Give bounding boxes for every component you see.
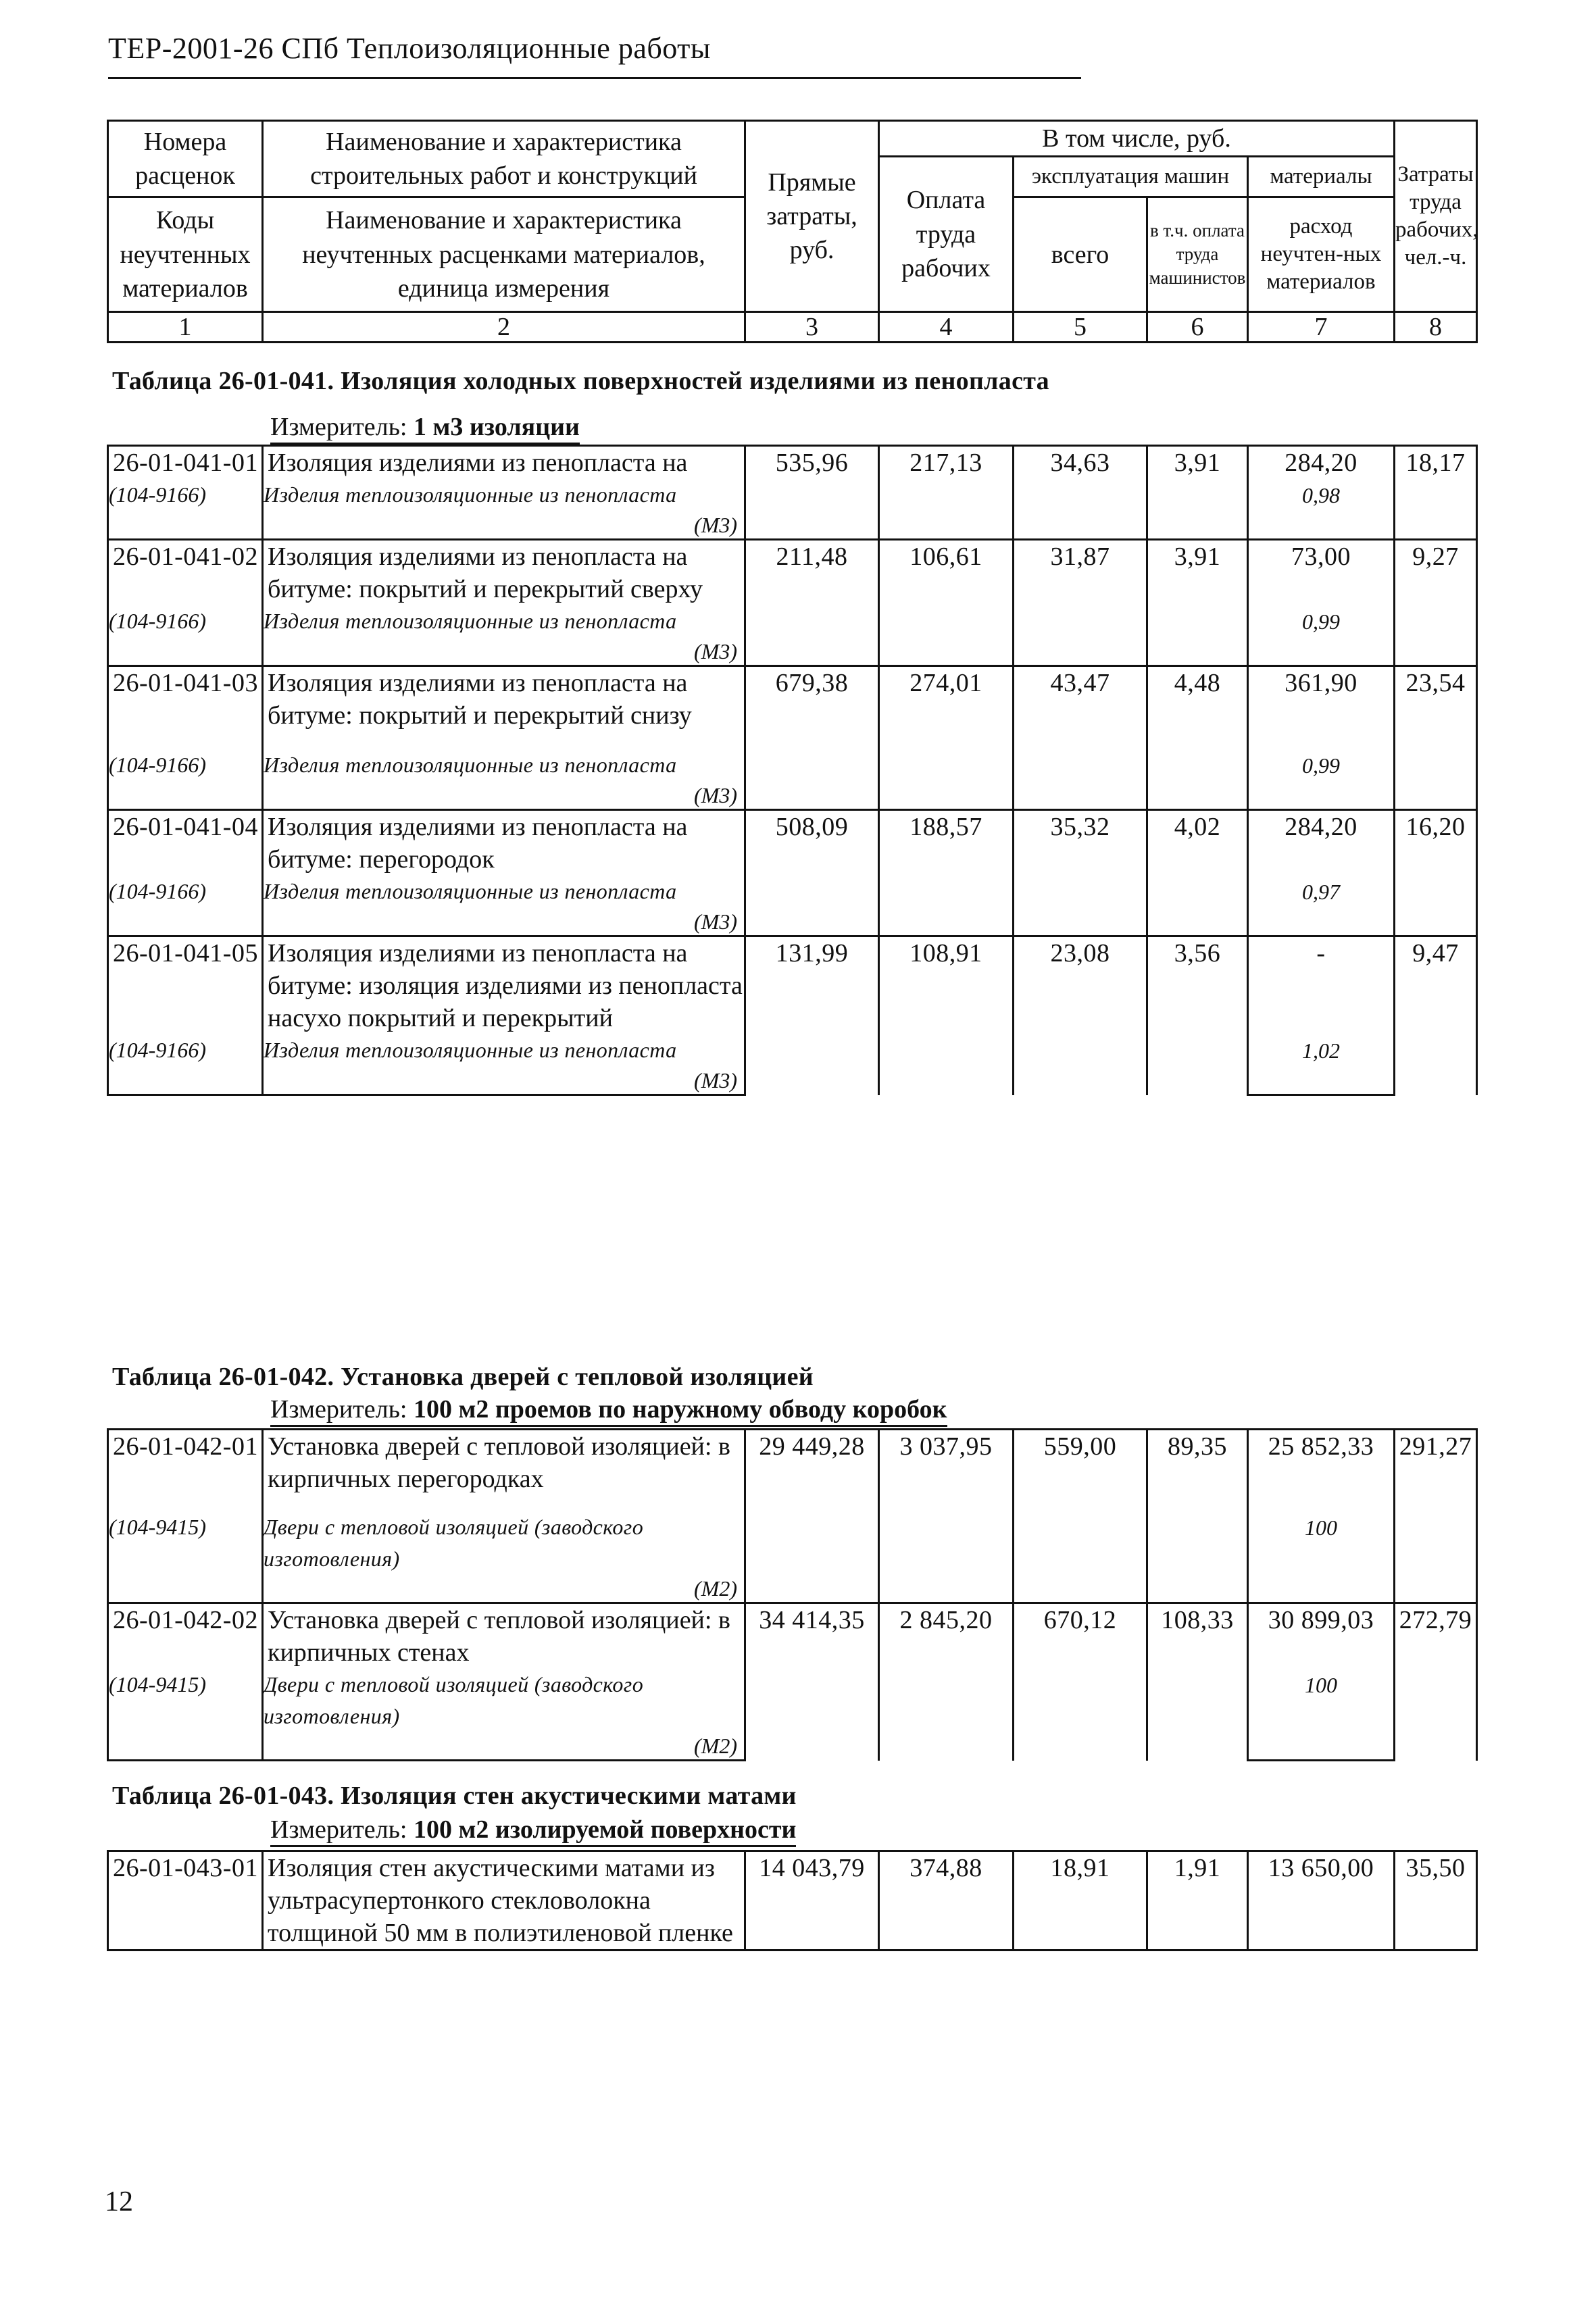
cell-direct-costs: 211,48 bbox=[745, 540, 879, 666]
hdr-direct-costs: Прямые затраты, руб. bbox=[745, 121, 879, 312]
rates-table-042 bbox=[107, 1428, 1478, 1761]
cell-materials: 284,20 bbox=[1248, 810, 1395, 876]
rates-table-041 bbox=[107, 445, 1478, 1096]
material-rate: 1,02 bbox=[1248, 1034, 1395, 1067]
material-unit: (М3) bbox=[263, 638, 745, 666]
table-row bbox=[108, 1603, 1477, 1669]
material-code: (104-9166) bbox=[108, 479, 263, 511]
rate-code: 26-01-041-02 bbox=[108, 540, 263, 606]
col-number: 3 bbox=[745, 312, 879, 343]
work-name: Установка дверей с тепловой изоляцией: в кирпичных перегородках bbox=[263, 1430, 745, 1512]
cell-direct-costs: 535,96 bbox=[745, 446, 879, 540]
col-number: 8 bbox=[1395, 312, 1477, 343]
material-name: Изделия теплоизоляционные из пенопласта bbox=[263, 1034, 745, 1067]
cell-labor-pay: 188,57 bbox=[879, 810, 1014, 936]
material-unit: (М3) bbox=[263, 782, 745, 810]
cell-labor-hours: 35,50 bbox=[1395, 1851, 1477, 1951]
rate-code: 26-01-041-03 bbox=[108, 666, 263, 750]
material-rate: 0,99 bbox=[1248, 749, 1395, 782]
rate-code: 26-01-041-05 bbox=[108, 936, 263, 1035]
work-name: Изоляция изделиями из пенопласта на bbox=[263, 446, 745, 480]
measure-label: Измеритель: bbox=[270, 413, 407, 441]
measure-value: 1 м3 изоляции bbox=[414, 413, 580, 441]
material-unit: (М3) bbox=[263, 1067, 745, 1095]
cell-operator-pay: 4,48 bbox=[1147, 666, 1248, 810]
cell-machine-total: 559,00 bbox=[1014, 1430, 1147, 1603]
cell-labor-hours: 9,47 bbox=[1395, 936, 1477, 1095]
rate-code: 26-01-041-04 bbox=[108, 810, 263, 876]
cell-materials: 25 852,33 bbox=[1248, 1430, 1395, 1512]
page-number: 12 bbox=[105, 2186, 133, 2217]
cell-labor-hours: 9,27 bbox=[1395, 540, 1477, 666]
table-row bbox=[108, 540, 1477, 606]
rates-table-043 bbox=[107, 1850, 1478, 1951]
cell-labor-pay: 217,13 bbox=[879, 446, 1014, 540]
cell-labor-pay: 3 037,95 bbox=[879, 1430, 1014, 1603]
material-code: (104-9166) bbox=[108, 876, 263, 908]
page-header: ТЕР-2001-26 СПб Теплоизоляционные работы bbox=[108, 32, 711, 65]
col-number: 5 bbox=[1014, 312, 1147, 343]
material-name: Изделия теплоизоляционные из пенопласта bbox=[263, 479, 745, 511]
material-name: Изделия теплоизоляционные из пенопласта bbox=[263, 749, 745, 782]
measure-value: 100 м2 изолируемой поверхности bbox=[414, 1815, 797, 1844]
cell-materials: 73,00 bbox=[1248, 540, 1395, 606]
rate-code: 26-01-042-02 bbox=[108, 1603, 263, 1669]
material-name: Изделия теплоизоляционные из пенопласта bbox=[263, 605, 745, 638]
cell-operator-pay: 1,91 bbox=[1147, 1851, 1248, 1951]
cell-labor-pay: 106,61 bbox=[879, 540, 1014, 666]
col-number: 6 bbox=[1147, 312, 1248, 343]
work-name: Изоляция стен акустическими матами из ультрасупертонкого стекловолокна толщиной 50 мм в полиэтиленовой пленке bbox=[263, 1851, 745, 1951]
measure-line bbox=[270, 1394, 947, 1424]
cell-labor-hours: 18,17 bbox=[1395, 446, 1477, 540]
work-name: Изоляция изделиями из пенопласта на битуме: покрытий и перекрытий снизу bbox=[263, 666, 745, 750]
cell-operator-pay: 3,91 bbox=[1147, 446, 1248, 540]
measure-label: Измеритель: bbox=[270, 1395, 407, 1424]
cell-materials: 13 650,00 bbox=[1248, 1851, 1395, 1951]
hdr-materials: материалы bbox=[1248, 157, 1395, 197]
cell-direct-costs: 679,38 bbox=[745, 666, 879, 810]
hdr-codes-materials: Коды неучтенных материалов bbox=[108, 197, 263, 312]
rate-code: 26-01-041-01 bbox=[108, 446, 263, 480]
table-row bbox=[108, 1430, 1477, 1512]
cell-labor-hours: 272,79 bbox=[1395, 1603, 1477, 1761]
rate-code: 26-01-043-01 bbox=[108, 1851, 263, 1951]
material-unit: (М3) bbox=[263, 908, 745, 936]
rate-code: 26-01-042-01 bbox=[108, 1430, 263, 1512]
hdr-including-group: В том числе, руб. bbox=[879, 121, 1395, 157]
cell-labor-pay: 2 845,20 bbox=[879, 1603, 1014, 1761]
cell-labor-pay: 108,91 bbox=[879, 936, 1014, 1095]
cell-labor-hours: 291,27 bbox=[1395, 1430, 1477, 1603]
hdr-machine-total: всего bbox=[1014, 197, 1147, 312]
col-number: 1 bbox=[108, 312, 263, 343]
cell-machine-total: 31,87 bbox=[1014, 540, 1147, 666]
work-name: Изоляция изделиями из пенопласта на битуме: покрытий и перекрытий сверху bbox=[263, 540, 745, 606]
table-row bbox=[108, 446, 1477, 480]
column-header-table bbox=[107, 120, 1478, 343]
material-code: (104-9415) bbox=[108, 1511, 263, 1575]
cell-labor-hours: 16,20 bbox=[1395, 810, 1477, 936]
table-row bbox=[108, 810, 1477, 876]
material-code: (104-9166) bbox=[108, 605, 263, 638]
cell-materials: 284,20 bbox=[1248, 446, 1395, 480]
material-name: Изделия теплоизоляционные из пенопласта bbox=[263, 876, 745, 908]
material-code: (104-9415) bbox=[108, 1669, 263, 1732]
cell-operator-pay: 89,35 bbox=[1147, 1430, 1248, 1603]
cell-machine-total: 23,08 bbox=[1014, 936, 1147, 1095]
material-rate: 100 bbox=[1248, 1511, 1395, 1575]
material-unit: (М2) bbox=[263, 1732, 745, 1761]
material-name: Двери с тепловой изоляцией (заводского изготовления) bbox=[263, 1669, 745, 1732]
cell-direct-costs: 14 043,79 bbox=[745, 1851, 879, 1951]
hdr-material-consumption: расход неучтен-ных материалов bbox=[1248, 197, 1395, 312]
header-rule bbox=[108, 77, 1081, 79]
work-name: Установка дверей с тепловой изоляцией: в кирпичных стенах bbox=[263, 1603, 745, 1669]
measure-line bbox=[270, 1815, 796, 1844]
work-name: Изоляция изделиями из пенопласта на битуме: изоляция изделиями из пенопласта насухо покрытий и перекрытий bbox=[263, 936, 745, 1035]
hdr-name: Наименование и характеристика строительных работ и конструкций bbox=[263, 121, 745, 197]
cell-materials: 361,90 bbox=[1248, 666, 1395, 750]
cell-labor-pay: 374,88 bbox=[879, 1851, 1014, 1951]
cell-direct-costs: 508,09 bbox=[745, 810, 879, 936]
cell-direct-costs: 29 449,28 bbox=[745, 1430, 879, 1603]
hdr-codes: Номера расценок bbox=[108, 121, 263, 197]
table-row bbox=[108, 936, 1477, 1035]
cell-operator-pay: 3,91 bbox=[1147, 540, 1248, 666]
material-code: (104-9166) bbox=[108, 1034, 263, 1067]
material-rate: 0,98 bbox=[1248, 479, 1395, 511]
measure-label: Измеритель: bbox=[270, 1815, 407, 1844]
measure-line bbox=[270, 412, 580, 442]
col-number: 7 bbox=[1248, 312, 1395, 343]
material-unit: (М3) bbox=[263, 511, 745, 540]
cell-operator-pay: 3,56 bbox=[1147, 936, 1248, 1095]
cell-labor-hours: 23,54 bbox=[1395, 666, 1477, 810]
cell-machine-total: 18,91 bbox=[1014, 1851, 1147, 1951]
table-row bbox=[108, 666, 1477, 750]
cell-materials: - bbox=[1248, 936, 1395, 1035]
cell-machine-total: 35,32 bbox=[1014, 810, 1147, 936]
cell-machine-total: 34,63 bbox=[1014, 446, 1147, 540]
table-title: Таблица 26-01-043. Изоляция стен акустическими матами bbox=[112, 1782, 797, 1810]
cell-direct-costs: 34 414,35 bbox=[745, 1603, 879, 1761]
hdr-machine-ops: эксплуатация машин bbox=[1014, 157, 1248, 197]
hdr-labor-pay: Оплата труда рабочих bbox=[879, 157, 1014, 312]
work-name: Изоляция изделиями из пенопласта на битуме: перегородок bbox=[263, 810, 745, 876]
hdr-labor-hours: Затраты труда рабочих, чел.-ч. bbox=[1395, 121, 1477, 312]
hdr-operator-pay: в т.ч. оплата труда машинистов bbox=[1147, 197, 1248, 312]
cell-materials: 30 899,03 bbox=[1248, 1603, 1395, 1669]
measure-value: 100 м2 проемов по наружному обводу коробок bbox=[414, 1395, 947, 1424]
cell-operator-pay: 4,02 bbox=[1147, 810, 1248, 936]
material-code: (104-9166) bbox=[108, 749, 263, 782]
material-name: Двери с тепловой изоляцией (заводского изготовления) bbox=[263, 1511, 745, 1575]
material-unit: (М2) bbox=[263, 1575, 745, 1603]
cell-machine-total: 670,12 bbox=[1014, 1603, 1147, 1761]
col-number: 4 bbox=[879, 312, 1014, 343]
table-title: Таблица 26-01-042. Установка дверей с тепловой изоляцией bbox=[112, 1363, 814, 1391]
cell-operator-pay: 108,33 bbox=[1147, 1603, 1248, 1761]
cell-labor-pay: 274,01 bbox=[879, 666, 1014, 810]
table-title: Таблица 26-01-041. Изоляция холодных поверхностей изделиями из пенопласта bbox=[112, 367, 1049, 395]
cell-machine-total: 43,47 bbox=[1014, 666, 1147, 810]
material-rate: 0,97 bbox=[1248, 876, 1395, 908]
hdr-material-name: Наименование и характеристика неучтенных расценками материалов, единица измерения bbox=[263, 197, 745, 312]
col-number: 2 bbox=[263, 312, 745, 343]
cell-direct-costs: 131,99 bbox=[745, 936, 879, 1095]
material-rate: 0,99 bbox=[1248, 605, 1395, 638]
table-row bbox=[108, 1851, 1477, 1951]
material-rate: 100 bbox=[1248, 1669, 1395, 1732]
